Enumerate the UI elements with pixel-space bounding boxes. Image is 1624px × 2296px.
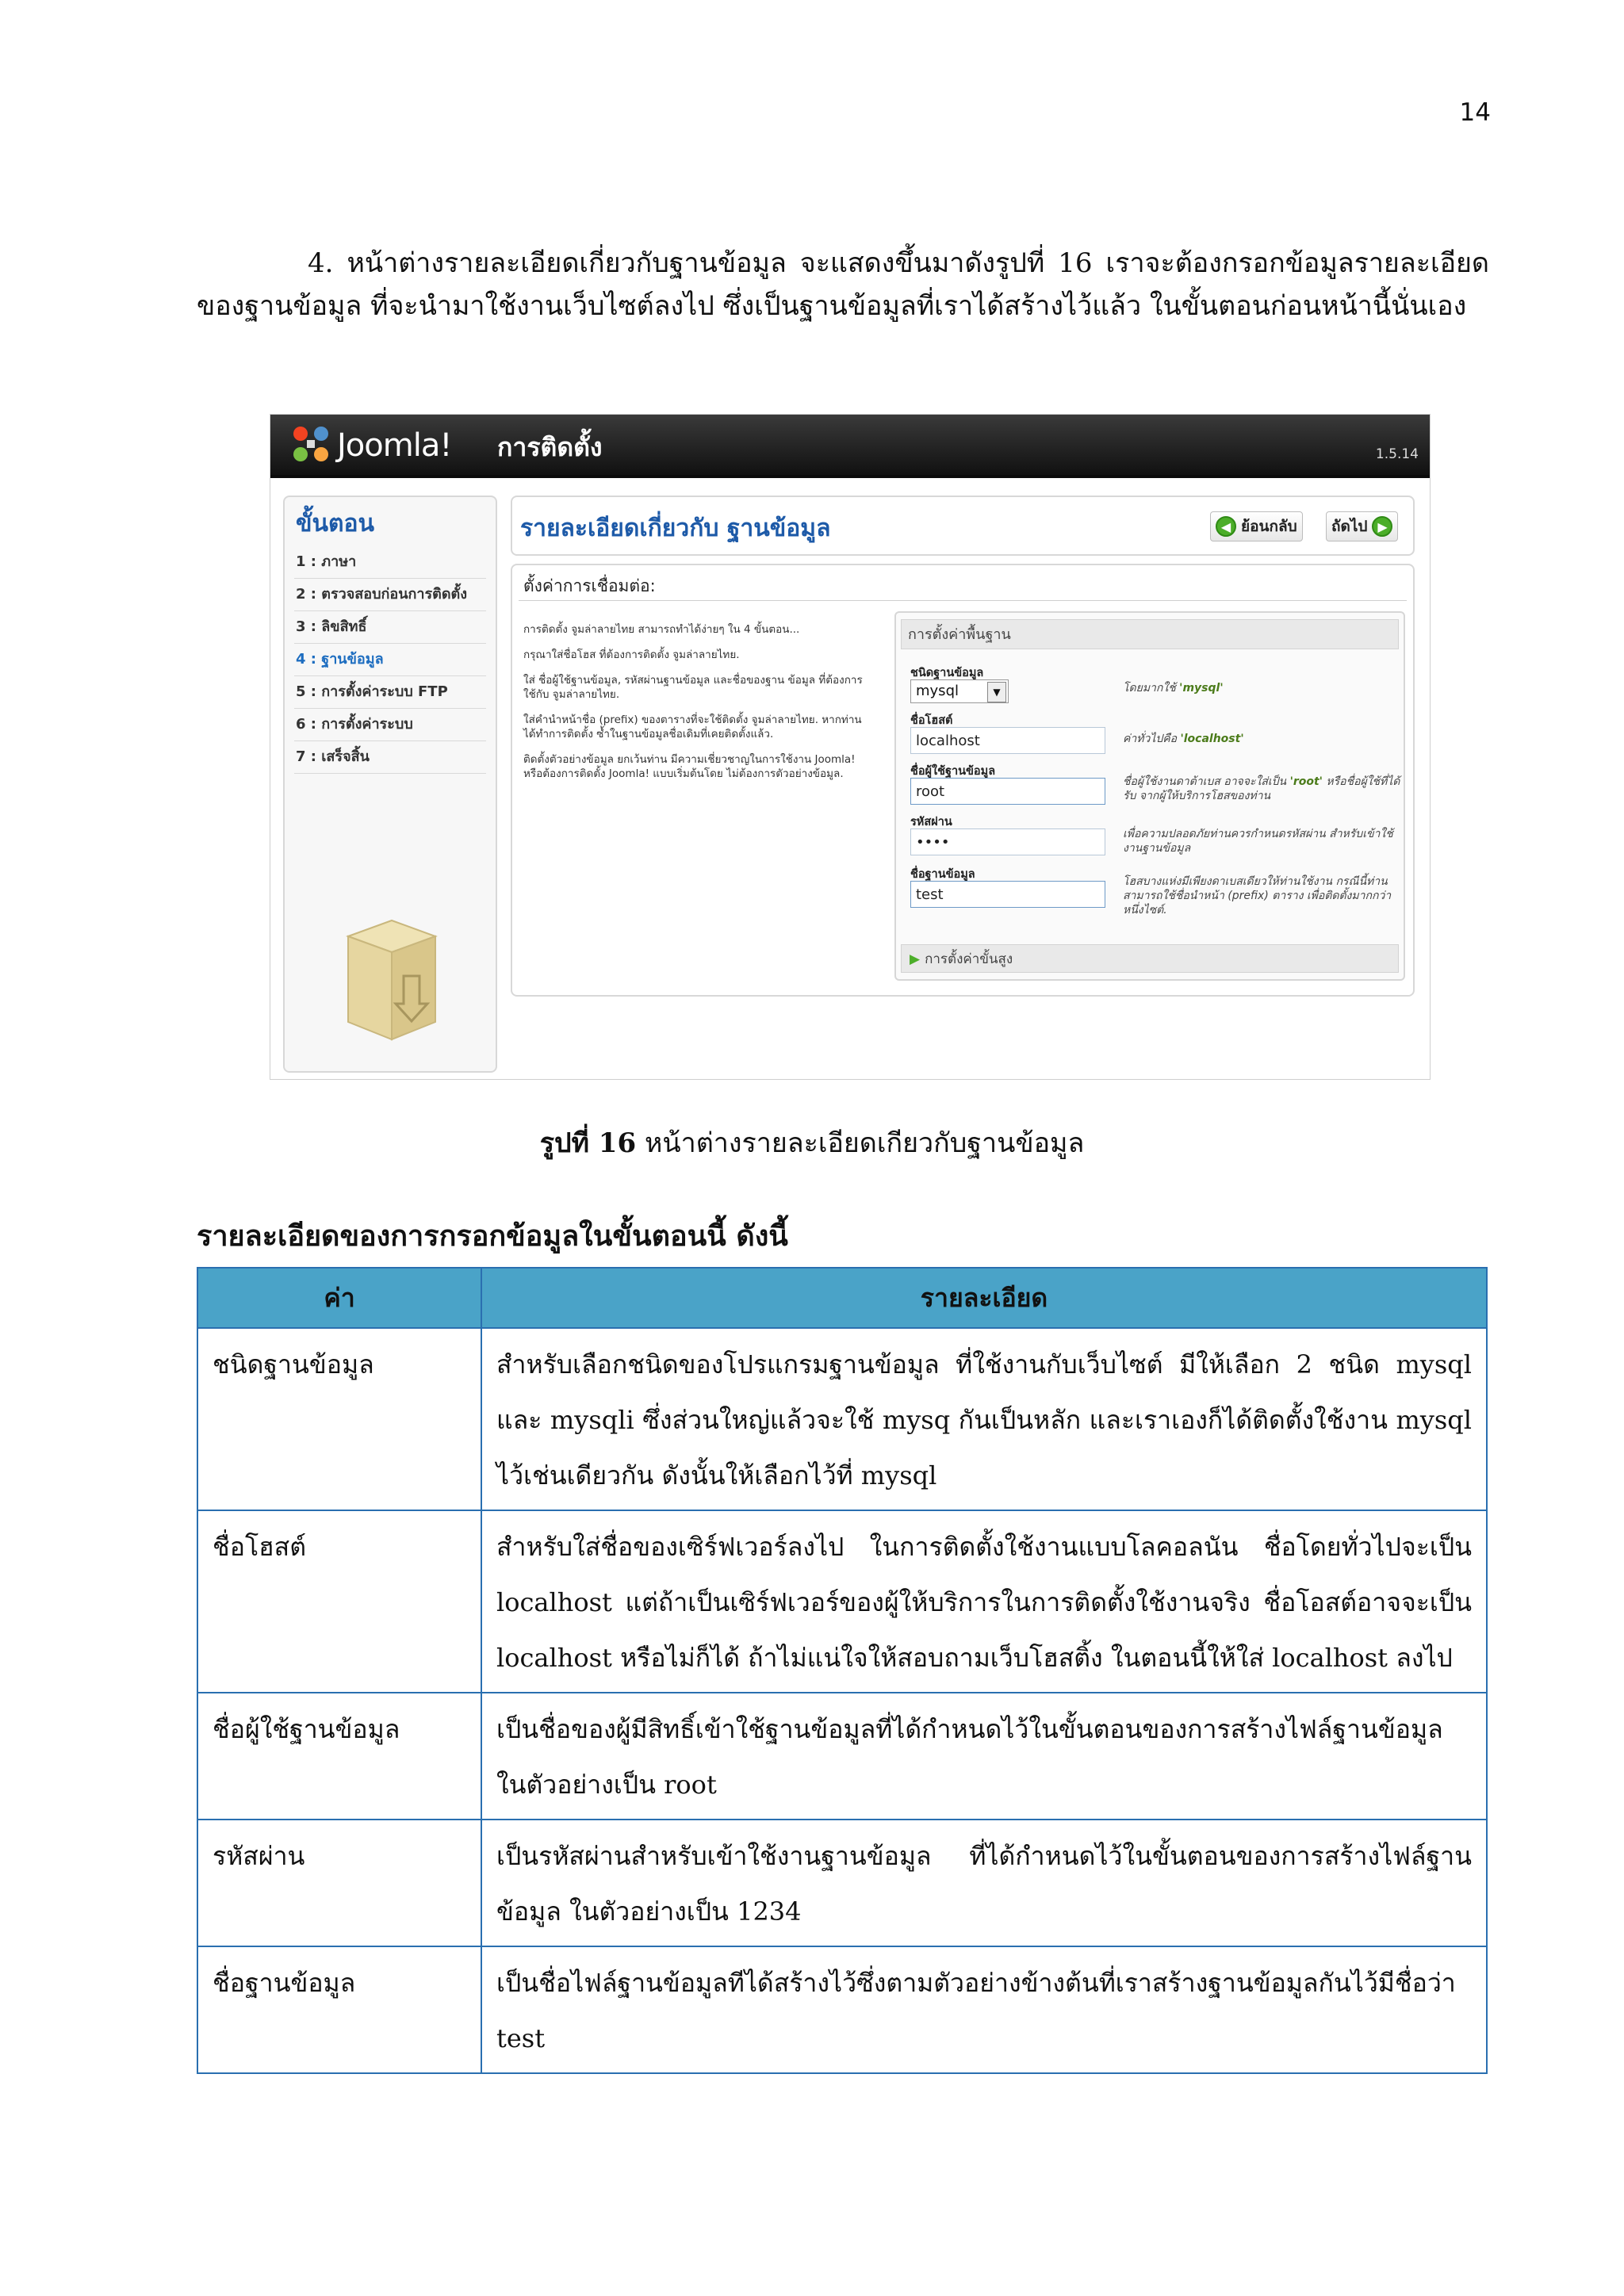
- db-user-label: ชื่อผู้ใช้ฐานข้อมูล: [910, 765, 996, 778]
- row-description: สำหรับเลือกชนิดของโปรแกรมฐานข้อมูล ที่ใช้งานกับเว็บไซต์ มีให้เลือก 2 ชนิด mysql และ mysqli ซึ่งส่วนใหญ่แล้วจะใช้ mysq กันเป็นหลัก และเราเองก็ได้ติดตั้งใช้งาน mysql ไว้เช่นเดียวกัน ดังนั้นให้เลือกไว้ที่ mysql: [481, 1328, 1487, 1510]
- next-button[interactable]: [1326, 511, 1398, 541]
- joomla-logo-icon: [289, 423, 332, 465]
- basic-settings-title: การตั้งค่าพื้นฐาน: [901, 619, 1399, 649]
- advanced-settings-toggle[interactable]: [901, 944, 1399, 973]
- intro-paragraph: [197, 242, 1489, 327]
- step-license: 3 : ลิขสิทธิ์: [294, 611, 486, 644]
- table-row: [197, 1510, 1487, 1693]
- column-header-detail: รายละเอียด: [481, 1268, 1487, 1328]
- column-header-value: ค่า: [197, 1268, 481, 1328]
- db-type-select[interactable]: [910, 679, 1009, 703]
- row-description: เป็นชื่อของผู้มีสิทธิ์เข้าใช้ฐานข้อมูลที่ได้กำหนดไว้ในขั้นตอนของการสร้างไฟล์ฐานข้อมูล ในตัวอย่างเป็น root: [481, 1693, 1487, 1820]
- row-key: ชื่อโฮสต์: [197, 1510, 481, 1693]
- sidebar-title: ขั้นตอน: [296, 510, 375, 538]
- help-paragraph: ใส่คำนำหน้าชื่อ (prefix) ของตารางที่จะใช้ติดตั้ง จูมล่าลายไทย. หากท่านได้ทำการติดตั้ง ซ้ำในฐานข้อมูลชื่อเดิมที่เคยติดตั้งแล้ว.: [523, 714, 862, 740]
- chevron-down-icon: ▼: [987, 682, 1006, 702]
- row-description: เป็นชื่อไฟล์ฐานข้อมูลทีได้สร้างไว้ซึ่งตามตัวอย่างข้างต้นที่เราสร้างฐานข้อมูลกันไว้มีชื่อว่า test: [481, 1946, 1487, 2073]
- db-type-hint: โดยมากใช้ 'mysql': [1123, 682, 1224, 695]
- row-key: ชนิดฐานข้อมูล: [197, 1328, 481, 1510]
- steps-list: [294, 546, 486, 774]
- host-label: ชื่อโฮสต์: [910, 714, 953, 727]
- installer-title: การติดตั้ง: [497, 432, 603, 462]
- step-finish: 7 : เสร็จสิ้น: [294, 741, 486, 774]
- intro-text: 4. หน้าต่างรายละเอียดเกี่ยวกับฐานข้อมูล จะแสดงขึ้นมาดังรูปที่ 16 เราจะต้องกรอกข้อมูลรายละเอียดของฐานข้อมูล ที่จะนำมาใช้งานเว็บไซต์ลงไป ซึ่งเป็นฐานข้อมูลที่เราได้สร้างไว้แล้ว ในขั้นตอนก่อนหน้านี้นั่นเอง: [197, 247, 1489, 322]
- row-key: รหัสผ่าน: [197, 1820, 481, 1946]
- help-paragraph: การติดตั้ง จูมล่าลายไทย สามารถทำได้ง่ายๆ ใน 4 ขั้นตอน...: [523, 623, 800, 636]
- host-input[interactable]: localhost: [910, 727, 1105, 754]
- help-text: [523, 622, 872, 792]
- joomla-installer-screenshot: [270, 414, 1431, 1080]
- version-label: 1.5.14: [1375, 446, 1419, 462]
- step-configuration: 6 : การตั้งค่าระบบ: [294, 709, 486, 741]
- table-header-row: [197, 1268, 1487, 1328]
- db-name-label: ชื่อฐานข้อมูล: [910, 868, 975, 881]
- row-key: ชื่อฐานข้อมูล: [197, 1946, 481, 2073]
- table-row: [197, 1946, 1487, 2073]
- table-row: [197, 1820, 1487, 1946]
- content-header: [511, 496, 1415, 556]
- section-heading: รายละเอียดของการกรอกข้อมูลในขั้นตอนนี้ ดังนี้: [197, 1219, 788, 1253]
- help-paragraph: ใส่ ชื่อผู้ใช้ฐานข้อมูล, รหัสผ่านฐานข้อมูล และชื่อของฐาน ข้อมูล ที่ต้องการใช้กับ จูมล่าลายไทย.: [523, 674, 863, 701]
- step-precheck: 2 : ตรวจสอบก่อนการติดตั้ง: [294, 579, 486, 611]
- page-number: 14: [1459, 98, 1491, 127]
- install-box-icon: [332, 913, 451, 1047]
- db-user-hint: ชื่อผู้ใช้งานดาต้าเบส อาจจะใส่เป็น 'root' หรือชื่อผู้ใช้ที่ได้รับ จากผู้ให้บริการโฮสของท่าน: [1123, 775, 1400, 802]
- back-button[interactable]: [1210, 511, 1303, 541]
- arrow-right-icon: ▶: [1372, 516, 1392, 537]
- caption-label: รูปที่ 16: [539, 1127, 637, 1159]
- step-language: 1 : ภาษา: [294, 546, 486, 579]
- caption-text: หน้าต่างรายละเอียดเกียวกับฐานข้อมูล: [636, 1127, 1085, 1159]
- help-paragraph: ติดตั้งตัวอย่างข้อมูล ยกเว้นท่าน มีความเชี่ยวชาญในการใช้งาน Joomla! หรือต้องการติดตั้ง Joomla! แบบเริ่มต้นโดย ไม่ต้องการตัวอย่างข้อมูล.: [523, 753, 856, 780]
- row-description: สำหรับใส่ชื่อของเซิร์ฟเวอร์ลงไป ในการติดตั้งใช้งานแบบโลคอลนัน ชื่อโดยทั่วไปจะเป็น localhost แต่ถ้าเป็นเซิร์ฟเวอร์ของผู้ให้บริการในการติดตั้งใช้งานจริง ชื่อโอสต์อาจจะเป็น localhost หรือไม่ก็ได้ ถ้าไม่แน่ใจให้สอบถามเว็บโฮสติ้ง ในตอนนี้ให้ใส่ localhost ลงไป: [481, 1510, 1487, 1693]
- db-user-input[interactable]: root: [910, 778, 1105, 805]
- host-hint: ค่าทั่วไปคือ 'localhost': [1123, 733, 1244, 745]
- db-type-value: mysql: [916, 683, 959, 699]
- help-paragraph: กรุณาใส่ชื่อโฮส ที่ต้องการติดตั้ง จูมล่าลายไทย.: [523, 649, 740, 661]
- row-key: ชื่อผู้ใช้ฐานข้อมูล: [197, 1693, 481, 1820]
- logo-text: Joomla!: [337, 427, 452, 464]
- figure-caption: [0, 1121, 1624, 1164]
- password-hint: เพื่อความปลอดภัยท่านควรกำหนดรหัสผ่าน สำหรับเข้าใช้งานฐานข้อมูล: [1123, 828, 1393, 855]
- steps-sidebar: [283, 496, 497, 1073]
- step-ftp: 5 : การตั้งค่าระบบ FTP: [294, 676, 486, 709]
- panel-divider: [519, 600, 1407, 601]
- password-label: รหัสผ่าน: [910, 816, 952, 828]
- advanced-settings-label: การตั้งค่าขั้นสูง: [925, 951, 1013, 967]
- content-title: รายละเอียดเกี่ยวกับ ฐานข้อมูล: [520, 515, 831, 542]
- next-button-label: ถัดไป: [1331, 518, 1368, 535]
- basic-settings: [894, 611, 1405, 981]
- field-description-table: [197, 1267, 1488, 2074]
- password-input[interactable]: ••••: [910, 828, 1105, 855]
- arrow-left-icon: ◀: [1216, 516, 1236, 537]
- back-button-label: ย้อนกลับ: [1241, 518, 1297, 535]
- connection-panel: [511, 564, 1415, 997]
- row-description: เป็นรหัสผ่านสำหรับเข้าใช้งานฐานข้อมูล ที่ได้กำหนดไว้ในขั้นตอนของการสร้างไฟล์ฐานข้อมูล ในตัวอย่างเป็น 1234: [481, 1820, 1487, 1946]
- expand-arrow-icon: ▶: [910, 951, 921, 967]
- installer-header: [270, 415, 1430, 478]
- db-name-input[interactable]: test: [910, 881, 1105, 908]
- step-database: 4 : ฐานข้อมูล: [294, 644, 486, 676]
- db-type-label: ชนิดฐานข้อมูล: [910, 667, 984, 679]
- table-row: [197, 1328, 1487, 1510]
- panel-title: ตั้งค่าการเชื่อมต่อ:: [523, 576, 656, 595]
- db-name-hint: โฮสบางแห่งมีเพียงดาเบสเดียวให้ท่านใช้งาน กรณีนี้ท่านสามารถใช้ชื่อนำหน้า (prefix) ตาราง เพื่อติดตั้งมากกว่าหนึ่งไซต์.: [1123, 875, 1392, 916]
- table-row: [197, 1693, 1487, 1820]
